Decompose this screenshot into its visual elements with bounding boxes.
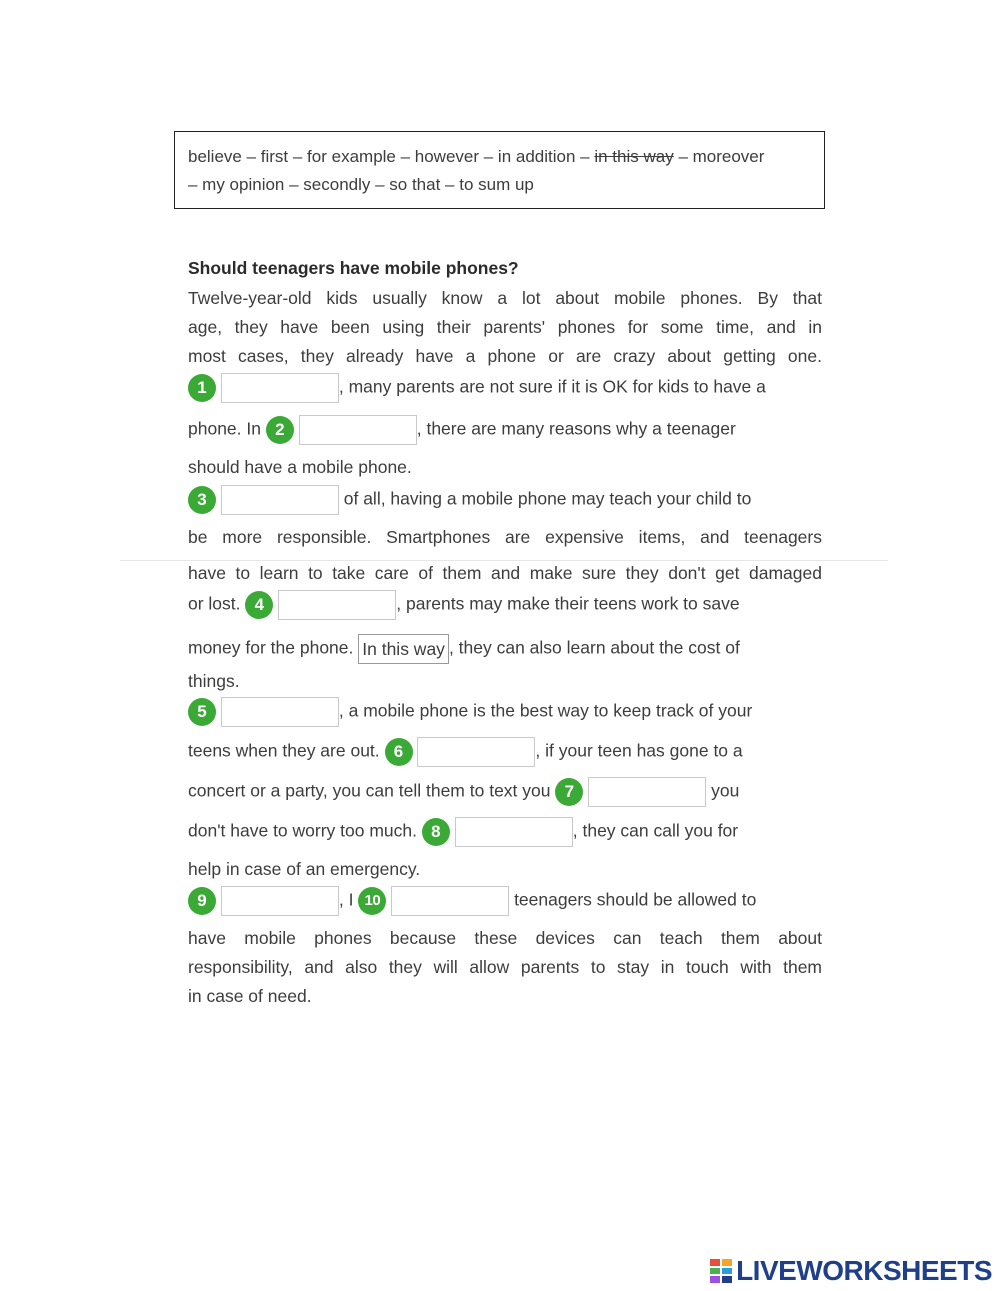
answer-blank-10[interactable]: [391, 886, 509, 916]
text-segment: of all, having a mobile phone may teach your child to: [338, 488, 752, 509]
blank-number-badge: 9: [188, 887, 216, 915]
blank-number-badge: 10: [358, 887, 386, 915]
text-line: [188, 886, 822, 916]
text-segment: , if your teen has gone to a: [535, 740, 743, 761]
text-segment: , they can call you for: [572, 820, 739, 841]
answer-blank-3[interactable]: [221, 485, 339, 515]
article-title: Should teenagers have mobile phones?: [188, 258, 519, 278]
word-bank-text: – moreover: [673, 147, 765, 166]
answer-blank-5[interactable]: [221, 697, 339, 727]
brand-footer: [710, 1255, 992, 1285]
text-line: [188, 777, 822, 807]
text-segment: phone. In: [188, 418, 266, 439]
text-line: [188, 697, 822, 727]
word-bank-text: believe – first – for example – however – in addition –: [188, 147, 595, 166]
word-bank-used-word: in this way: [594, 147, 674, 166]
text-line: have mobile phones because these devices can teach them about: [188, 928, 822, 948]
example-answer-box: In this way: [358, 634, 449, 664]
text-line: responsibility, and also they will allow parents to stay in touch with them: [188, 957, 822, 977]
text-line: [188, 590, 822, 620]
text-line: should have a mobile phone.: [188, 457, 412, 477]
answer-blank-2[interactable]: [299, 415, 417, 445]
text-line: most cases, they already have a phone or are crazy about getting one.: [188, 346, 822, 366]
word-bank-line-1: [188, 146, 764, 168]
text-segment: teenagers should be allowed to: [509, 889, 757, 910]
text-line: in case of need.: [188, 986, 312, 1006]
text-segment: don't have to worry too much.: [188, 820, 422, 841]
text-line: have to learn to take care of them and make sure they don't get damaged: [188, 563, 822, 583]
blank-number-badge: 4: [245, 591, 273, 619]
blank-number-badge: 6: [385, 738, 413, 766]
blank-number-badge: 7: [555, 778, 583, 806]
text-segment: , they can also learn about the cost of: [448, 637, 740, 658]
text-line: things.: [188, 671, 240, 691]
text-line: [188, 817, 822, 847]
text-line: [188, 415, 822, 445]
text-line: be more responsible. Smartphones are expensive items, and teenagers: [188, 527, 822, 547]
brand-name: LIVEWORKSHEETS: [736, 1255, 992, 1286]
text-line: [188, 373, 822, 403]
answer-blank-4[interactable]: [278, 590, 396, 620]
answer-blank-7[interactable]: [588, 777, 706, 807]
text-segment: you: [706, 780, 740, 801]
word-bank: [174, 131, 825, 209]
text-segment: money for the phone.: [188, 637, 359, 658]
text-line: age, they have been using their parents' phones for some time, and in: [188, 317, 822, 337]
answer-blank-8[interactable]: [455, 817, 573, 847]
text-segment: or lost.: [188, 593, 246, 614]
text-line: help in case of an emergency.: [188, 859, 421, 879]
text-segment: , parents may make their teens work to save: [396, 593, 740, 614]
text-segment: concert or a party, you can tell them to text you: [188, 780, 556, 801]
liveworksheets-logo-icon: [710, 1259, 732, 1283]
text-segment: , a mobile phone is the best way to keep track of your: [338, 700, 753, 721]
text-line: [188, 737, 822, 767]
text-segment: , there are many reasons why a teenager: [416, 418, 736, 439]
text-segment: , I: [338, 889, 359, 910]
text-segment: teens when they are out.: [188, 740, 385, 761]
answer-blank-6[interactable]: [417, 737, 535, 767]
blank-number-badge: 3: [188, 486, 216, 514]
text-line: [188, 634, 822, 664]
text-segment: , many parents are not sure if it is OK for kids to have a: [338, 376, 766, 397]
text-line: Twelve-year-old kids usually know a lot about mobile phones. By that: [188, 288, 822, 308]
blank-number-badge: 1: [188, 374, 216, 402]
text-line: [188, 485, 822, 515]
blank-number-badge: 5: [188, 698, 216, 726]
answer-blank-1[interactable]: [221, 373, 339, 403]
answer-blank-9[interactable]: [221, 886, 339, 916]
blank-number-badge: 2: [266, 416, 294, 444]
blank-number-badge: 8: [422, 818, 450, 846]
word-bank-line-2: – my opinion – secondly – so that – to sum up: [188, 175, 534, 194]
